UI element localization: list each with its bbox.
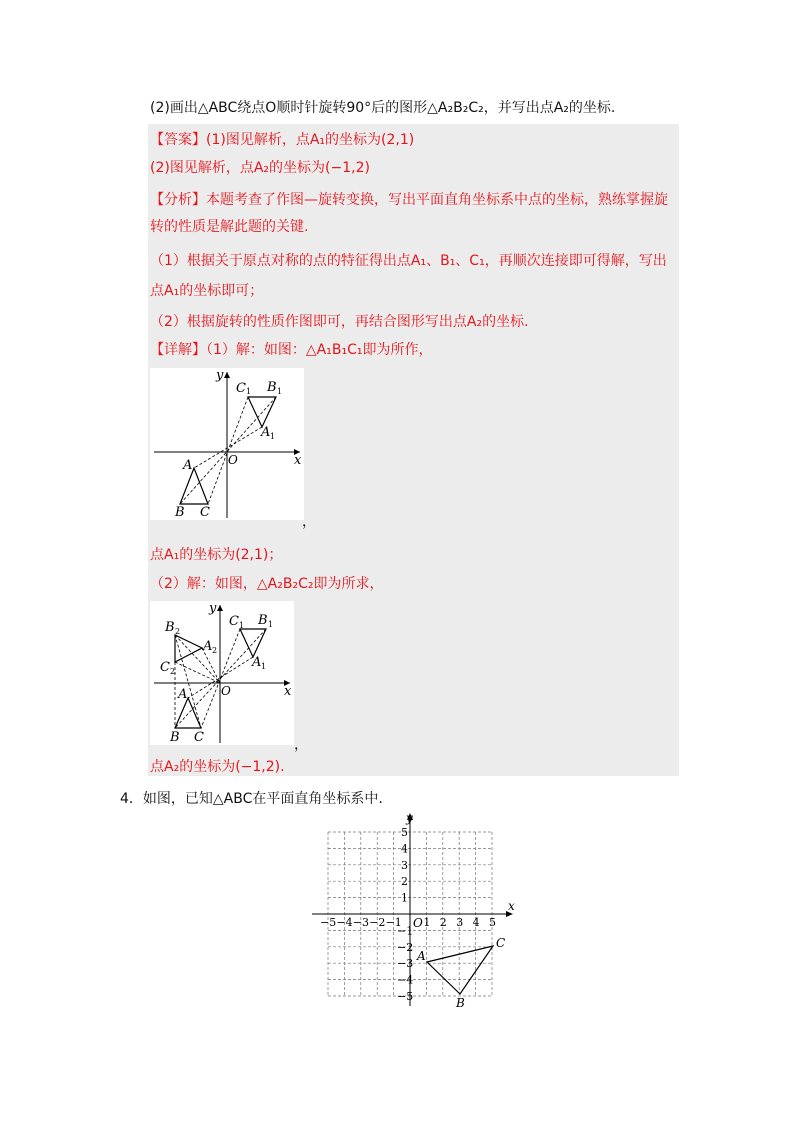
fig2-c1-label: C <box>229 614 239 629</box>
x-tick-label: 3 <box>456 916 464 929</box>
figure-3-grid <box>312 810 522 1010</box>
question-part-2: (2)画出△ABC绕点O顺时针旋转90°后的图形△A₂B₂C₂，并写出点A₂的坐标. <box>150 100 616 116</box>
fig1-c1-sub: 1 <box>246 387 252 396</box>
fig2-c2-label: C <box>160 660 170 675</box>
y-tick-label: −5 <box>397 990 414 1003</box>
figure-2 <box>150 601 294 745</box>
fig2-b-label: B <box>170 730 180 745</box>
fig2-a2-sub: 2 <box>212 646 218 655</box>
answer-line-1: 【答案】(1)图见解析，点A₁的坐标为(2,1) <box>150 132 415 148</box>
fig1-a1-label: A <box>261 425 271 440</box>
x-tick-label: −4 <box>336 916 353 929</box>
y-tick-label: −2 <box>397 940 414 954</box>
figure-2-svg <box>150 601 294 745</box>
y-tick-label: 5 <box>401 826 408 839</box>
fig3-a-label: A <box>417 949 426 963</box>
y-tick-label: −1 <box>397 924 414 938</box>
fig3-c-label: C <box>496 936 506 950</box>
fig2-c1-sub: 1 <box>239 621 245 630</box>
analysis-line-3: （1）根据关于原点对称的点的特征得出点A₁、B₁、C₁，再顺次连接即可得解，写出 <box>150 253 667 269</box>
analysis-line-2: 转的性质是解此题的关键. <box>150 219 309 235</box>
x-tick-label: 1 <box>423 916 431 929</box>
fig2-y-label: y <box>209 601 217 616</box>
question-4: 4．如图，已知△ABC在平面直角坐标系中. <box>120 791 383 807</box>
y-tick-label: 4 <box>401 842 408 856</box>
fig2-a1-sub: 1 <box>261 662 267 671</box>
fig2-a2-label: A <box>203 639 213 654</box>
fig1-c-label: C <box>200 505 210 520</box>
analysis-line-5: （2）根据旋转的性质作图即可，再结合图形写出点A₂的坐标. <box>150 314 529 330</box>
fig2-b1-label: B <box>258 613 268 628</box>
answer-line-2: (2)图见解析，点A₂的坐标为(−1,2) <box>150 160 370 176</box>
fig1-a-label: A <box>183 458 193 473</box>
x-tick-label: 4 <box>472 916 480 929</box>
x-tick-label: −1 <box>385 916 402 929</box>
figure-3 <box>312 810 522 1010</box>
detail-line-1: 【详解】（1）解：如图：△A₁B₁C₁即为所作， <box>150 342 433 358</box>
x-tick-label: −3 <box>352 916 370 929</box>
y-tick-label: −3 <box>397 957 414 971</box>
fig1-b1-sub: 1 <box>277 387 283 396</box>
fig1-origin-label: O <box>228 453 238 467</box>
fig1-a1-sub: 1 <box>270 432 276 441</box>
y-tick-label: 3 <box>401 858 408 872</box>
fig2-c2-sub: 2 <box>170 667 176 676</box>
figure-1-comma: ， <box>302 514 316 530</box>
fig1-y-label: y <box>216 368 224 383</box>
fig3-x-label: x <box>508 899 515 913</box>
y-tick-label: 1 <box>401 891 408 905</box>
detail-line-4: 点A₂的坐标为(−1,2). <box>150 759 285 775</box>
figure-1-svg <box>150 368 304 520</box>
fig3-origin-label: O <box>413 916 423 930</box>
fig2-c-label: C <box>194 730 204 745</box>
fig1-b1-label: B <box>267 380 277 395</box>
x-tick-label: 5 <box>489 916 496 929</box>
fig1-b-label: B <box>175 505 185 520</box>
fig1-c1-label: C <box>236 381 246 396</box>
fig2-x-label: x <box>284 684 292 699</box>
fig2-b2-sub: 2 <box>175 627 181 636</box>
fig2-b2-label: B <box>165 620 175 635</box>
x-tick-label: −2 <box>369 916 386 929</box>
detail-line-3: （2）解：如图，△A₂B₂C₂即为所求， <box>150 576 384 592</box>
fig1-x-label: x <box>294 453 302 468</box>
fig2-b1-sub: 1 <box>268 620 274 629</box>
fig2-origin-label: O <box>221 684 231 698</box>
figure-1 <box>150 368 304 520</box>
fig2-a1-label: A <box>252 655 262 670</box>
figure-2-comma: ， <box>294 737 308 753</box>
y-tick-label: −4 <box>397 973 414 987</box>
fig3-y-label: y <box>406 811 413 825</box>
fig3-b-label: B <box>456 996 465 1010</box>
detail-line-2: 点A₁的坐标为(2,1)； <box>150 547 283 563</box>
x-tick-label: −5 <box>320 916 337 929</box>
y-tick-label: 2 <box>401 875 408 889</box>
x-tick-label: 2 <box>439 916 447 929</box>
analysis-line-4: 点A₁的坐标即可； <box>150 283 264 299</box>
analysis-line-1: 【分析】本题考查了作图—旋转变换，写出平面直角坐标系中点的坐标，熟练掌握旋 <box>150 192 668 208</box>
fig2-a-label: A <box>178 687 188 702</box>
